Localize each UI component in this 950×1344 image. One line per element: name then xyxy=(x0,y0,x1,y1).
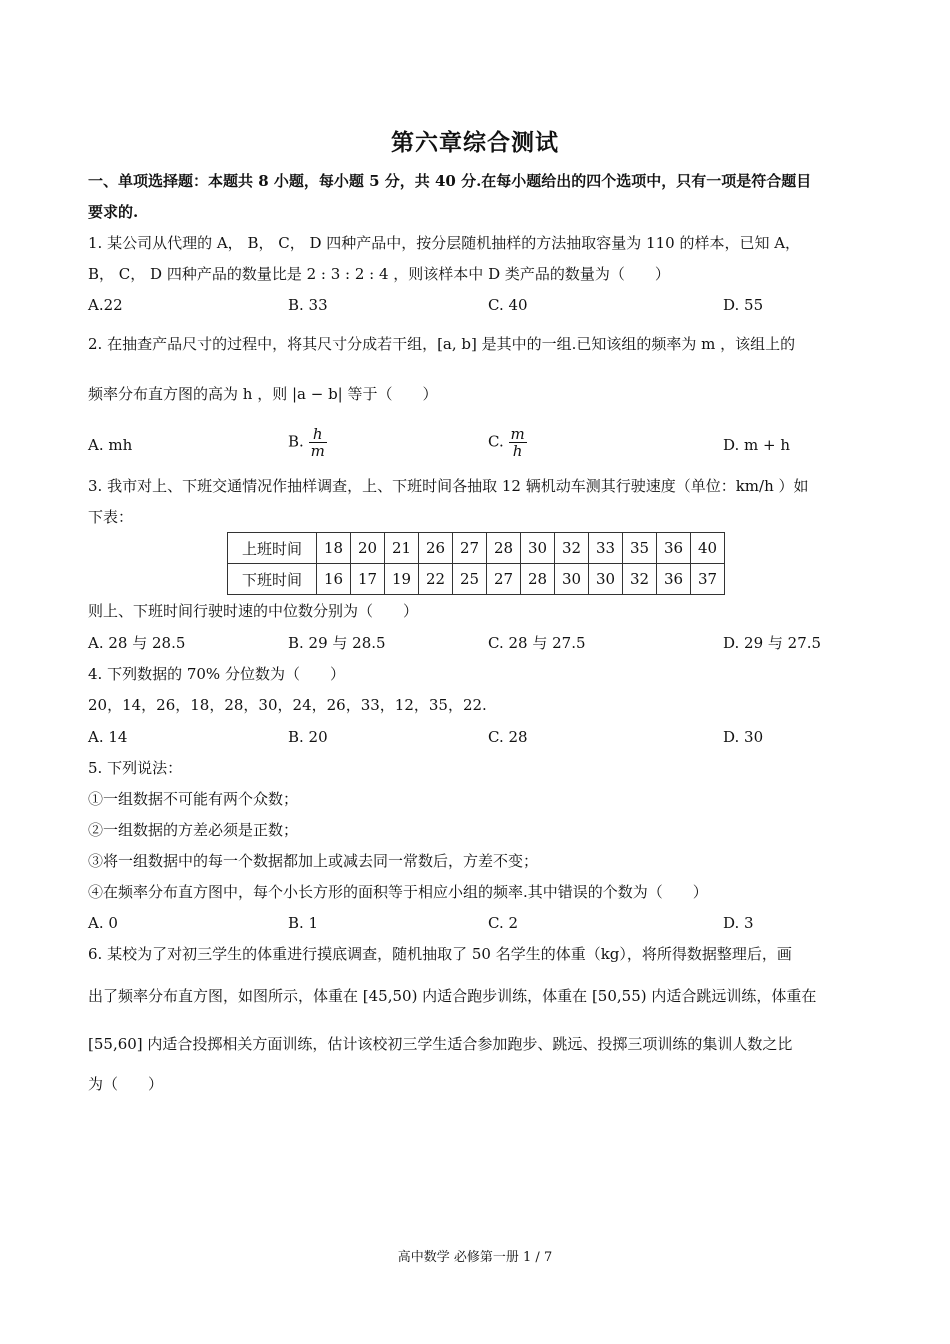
table-cell: 27 xyxy=(487,564,521,595)
table-cell: 40 xyxy=(691,533,725,564)
q3-option-d: D. 29 与 27.5 xyxy=(723,634,822,652)
section-heading-line1: 一、单项选择题：本题共 8 小题，每小题 5 分，共 40 分.在每小题给出的四个选项中，只有一项是符合题目 xyxy=(88,172,812,190)
table-cell: 28 xyxy=(487,533,521,564)
q4-option-a: A. 14 xyxy=(88,728,128,746)
q5-statement-1: ①一组数据不可能有两个众数； xyxy=(88,790,299,808)
page-title: 第六章综合测试 xyxy=(391,129,559,156)
table-cell: 18 xyxy=(317,533,351,564)
table-cell: 30 xyxy=(589,564,623,595)
table-cell: 25 xyxy=(453,564,487,595)
table-cell: 36 xyxy=(657,564,691,595)
table-cell: 26 xyxy=(419,533,453,564)
q2-option-c-fraction xyxy=(509,426,527,459)
section-heading-line2: 要求的. xyxy=(88,203,139,221)
q2-line2: 频率分布直方图的高为 h ，则 |a − b| 等于（ ） xyxy=(88,385,438,403)
q3-option-a: A. 28 与 28.5 xyxy=(88,634,186,652)
table-row-label: 下班时间 xyxy=(228,564,317,595)
q1-option-c: C. 40 xyxy=(488,296,528,314)
table-cell: 22 xyxy=(419,564,453,595)
table-cell: 32 xyxy=(623,564,657,595)
q3-line1: 3. 我市对上、下班交通情况作抽样调查，上、下班时间各抽取 12 辆机动车测其行驶速度（单位：km/h ）如 xyxy=(88,477,809,495)
q2-option-a: A. mh xyxy=(88,436,133,454)
table-row-label: 上班时间 xyxy=(228,533,317,564)
q6-line1: 6. 某校为了对初三学生的体重进行摸底调查，随机抽取了 50 名学生的体重（kg），将所得数据整理后，画 xyxy=(88,945,792,963)
q1-line1: 1. 某公司从代理的 A， B， C， D 四种产品中，按分层随机抽样的方法抽取容量为 110 的样本，已知 A， xyxy=(88,234,801,252)
page-footer: 高中数学 必修第一册 1 / 7 xyxy=(397,1250,553,1265)
q2-option-c-denominator: h xyxy=(512,442,523,460)
table-row xyxy=(228,533,725,564)
q2-option-c xyxy=(488,426,527,459)
table-cell: 27 xyxy=(453,533,487,564)
q2-option-b-denominator: m xyxy=(310,442,325,460)
q2-option-b-fraction xyxy=(309,426,327,459)
q5-line1: 5. 下列说法： xyxy=(88,759,183,777)
q4-option-b: B. 20 xyxy=(288,728,328,746)
q3-option-b: B. 29 与 28.5 xyxy=(288,634,386,652)
q5-option-a: A. 0 xyxy=(88,914,118,932)
q1-option-b: B. 33 xyxy=(288,296,328,314)
table-cell: 30 xyxy=(521,533,555,564)
table-cell: 16 xyxy=(317,564,351,595)
q1-option-a: A.22 xyxy=(88,296,123,314)
q3-line3: 则上、下班时间行驶时速的中位数分别为（ ） xyxy=(88,602,419,620)
q2-option-d: D. m + h xyxy=(723,436,791,454)
q5-statement-4: ④在频率分布直方图中，每个小长方形的面积等于相应小组的频率.其中错误的个数为（ ） xyxy=(88,883,708,901)
table-cell: 21 xyxy=(385,533,419,564)
q5-option-d: D. 3 xyxy=(723,914,754,932)
q5-statement-2: ②一组数据的方差必须是正数； xyxy=(88,821,299,839)
q2-option-c-numerator: m xyxy=(510,425,525,443)
q5-option-c: C. 2 xyxy=(488,914,519,932)
q2-option-c-label: C. xyxy=(488,432,504,451)
table-cell: 35 xyxy=(623,533,657,564)
q1-option-d: D. 55 xyxy=(723,296,764,314)
table-cell: 33 xyxy=(589,533,623,564)
q2-line1: 2. 在抽查产品尺寸的过程中，将其尺寸分成若干组，[a, b] 是其中的一组.已知该组的频率为 m ，该组上的 xyxy=(88,335,796,353)
q2-option-b xyxy=(288,426,327,459)
q4-line2: 20，14，26，18，28，30，24，26，33，12，35，22. xyxy=(88,696,487,714)
q3-line2: 下表： xyxy=(88,508,134,526)
q5-option-b: B. 1 xyxy=(288,914,319,932)
q6-line4: 为（ ） xyxy=(88,1075,164,1093)
q4-line1: 4. 下列数据的 70% 分位数为（ ） xyxy=(88,665,345,683)
table-cell: 30 xyxy=(555,564,589,595)
table-cell: 20 xyxy=(351,533,385,564)
speed-table xyxy=(227,532,725,595)
q1-line2: B， C， D 四种产品的数量比是 2 : 3 : 2 : 4 ，则该样本中 D 类产品的数量为（ ） xyxy=(88,265,670,283)
table-cell: 32 xyxy=(555,533,589,564)
table-cell: 36 xyxy=(657,533,691,564)
q4-option-d: D. 30 xyxy=(723,728,764,746)
q2-option-b-numerator: h xyxy=(309,426,327,443)
table-cell: 19 xyxy=(385,564,419,595)
table-cell: 37 xyxy=(691,564,725,595)
q6-line2: 出了频率分布直方图，如图所示，体重在 [45,50) 内适合跑步训练，体重在 [50,55) 内适合跳远训练，体重在 xyxy=(88,987,817,1005)
q4-option-c: C. 28 xyxy=(488,728,528,746)
q5-statement-3: ③将一组数据中的每一个数据都加上或减去同一常数后，方差不变； xyxy=(88,852,539,870)
q6-line3: [55,60] 内适合投掷相关方面训练，估计该校初三学生适合参加跑步、跳远、投掷三项训练的集训人数之比 xyxy=(88,1035,793,1053)
table-cell: 17 xyxy=(351,564,385,595)
q3-option-c: C. 28 与 27.5 xyxy=(488,634,586,652)
table-cell: 28 xyxy=(521,564,555,595)
table-row xyxy=(228,564,725,595)
q2-option-b-label: B. xyxy=(288,432,304,451)
